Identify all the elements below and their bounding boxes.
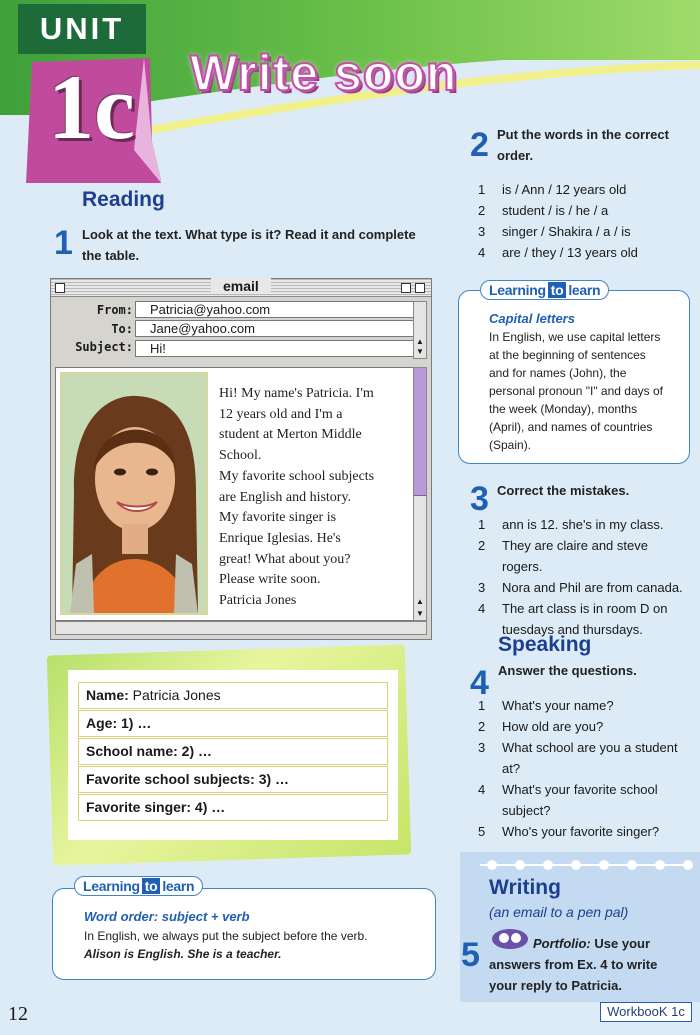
list-item: 2 How old are you?	[478, 719, 604, 734]
page-title: Write soon	[190, 45, 458, 101]
row-value: Patricia Jones	[128, 687, 221, 703]
horizontal-scrollbar[interactable]	[55, 621, 427, 635]
ex5-line: Use your	[594, 936, 651, 951]
arrow-up-icon[interactable]: ▲	[416, 597, 424, 606]
email-title-bar	[51, 279, 431, 297]
exercise-3-list	[478, 514, 692, 640]
email-line: student at Merton Middle	[219, 427, 362, 443]
page-number: 12	[8, 1003, 28, 1025]
list-item: 4 are / they / 13 years old	[478, 245, 638, 260]
to-field[interactable]: Jane@yahoo.com	[135, 320, 425, 337]
exercise-1-number: 1	[54, 224, 73, 262]
subject-label: Subject:	[75, 340, 133, 354]
tip-line: personal pronoun "I" and days of	[489, 384, 663, 398]
portfolio-label: Portfolio:	[533, 936, 591, 951]
exercise-4-list	[478, 695, 692, 842]
subject-field[interactable]: Hi!	[135, 340, 425, 357]
tip-line: In English, we use capital letters	[489, 330, 661, 344]
list-item: 3 singer / Shakira / a / is	[478, 224, 631, 239]
tip-heading: Word order: subject + verb	[84, 909, 250, 924]
from-field[interactable]: Patricia@yahoo.com	[135, 301, 425, 318]
list-item: 3 What school are you a student at?	[478, 740, 678, 776]
decorative-dots	[480, 858, 700, 872]
list-item: 4 The art class is in room D on tuesdays and thursdays.	[478, 601, 668, 637]
learning-to-learn-tag	[480, 280, 609, 300]
tag-word: to	[142, 878, 161, 894]
collapse-box-icon[interactable]	[415, 283, 425, 293]
exercise-4-instruction: Answer the questions.	[498, 663, 637, 678]
list-item: 4 What's your favorite school subject?	[478, 782, 658, 818]
exercise-5-number: 5	[461, 936, 480, 974]
tip-example	[84, 945, 281, 963]
list-item: 2 student / is / he / a	[478, 203, 609, 218]
header-scrollbar[interactable]	[413, 301, 427, 359]
arrow-down-icon[interactable]: ▼	[416, 347, 424, 356]
example-a: Alison is English.	[84, 947, 185, 961]
tip-line: and for names (John), the	[489, 366, 627, 380]
exercise-3-number: 3	[470, 480, 489, 518]
profile-row-subjects: Favorite school subjects: 3) …	[78, 766, 388, 793]
unit-number: 1c	[48, 56, 135, 158]
arrow-up-icon[interactable]: ▲	[416, 337, 424, 346]
email-line: Hi! My name's Patricia. I'm	[219, 386, 374, 401]
list-item: 5 Who's your favorite singer?	[478, 824, 660, 839]
list-item: 1 What's your name?	[478, 698, 614, 713]
tag-word: to	[548, 282, 567, 298]
profile-row-name	[78, 682, 388, 709]
tag-word: Learning	[83, 878, 140, 894]
email-line: Patricia Jones	[219, 593, 297, 609]
email-line: great! What about you?	[219, 551, 351, 567]
speaking-heading: Speaking	[498, 633, 592, 656]
ex5-line: answers from Ex. 4 to write	[489, 957, 658, 972]
exercise-2-list	[478, 179, 693, 263]
exercise-2-number: 2	[470, 126, 489, 164]
reading-heading: Reading	[82, 188, 165, 211]
row-label: Name:	[86, 687, 129, 703]
email-line: School.	[219, 448, 262, 464]
email-body	[55, 367, 417, 621]
tip-line: (April), and names of countries	[489, 420, 653, 434]
list-item: 1 ann is 12. she's in my class.	[478, 517, 664, 532]
to-label: To:	[111, 322, 133, 336]
ex5-line: your reply to Patricia.	[489, 978, 622, 993]
profile-row-school: School name: 2) …	[78, 738, 388, 765]
email-line: Please write soon.	[219, 572, 321, 588]
tip-text	[489, 328, 687, 454]
email-line: 12 years old and I'm a	[219, 406, 343, 422]
email-line: My favorite singer is	[219, 510, 337, 526]
tag-word: Learning	[489, 282, 546, 298]
profile-row-singer: Favorite singer: 4) …	[78, 794, 388, 821]
photo-patricia	[60, 372, 208, 615]
list-item: 3 Nora and Phil are from canada.	[478, 580, 683, 595]
tip-line: (Spain).	[489, 438, 532, 452]
exercise-3-instruction: Correct the mistakes.	[497, 483, 630, 498]
tag-word: learn	[162, 878, 195, 894]
tip-line: at the beginning of sentences	[489, 348, 646, 362]
unit-number-badge	[26, 58, 161, 183]
tag-word: learn	[568, 282, 601, 298]
close-box-icon[interactable]	[55, 283, 65, 293]
list-item: 2 They are claire and steve rogers.	[478, 538, 648, 574]
email-line: My favorite school subjects	[219, 468, 375, 484]
email-window	[50, 278, 432, 640]
email-message	[219, 384, 409, 612]
workbook-reference: WorkbooK 1c	[600, 1002, 692, 1022]
email-line: Enrique Iglesias. He's	[219, 530, 341, 546]
example-b: She is a teacher.	[187, 947, 282, 961]
body-scrollbar[interactable]	[413, 367, 427, 621]
list-item: 1 is / Ann / 12 years old	[478, 182, 627, 197]
writing-heading: Writing	[489, 876, 561, 899]
from-label: From:	[96, 303, 133, 317]
zoom-box-icon[interactable]	[401, 283, 411, 293]
profile-row-age: Age: 1) …	[78, 710, 388, 737]
tip-heading: Capital letters	[489, 311, 575, 326]
unit-label: UNIT	[18, 4, 146, 54]
email-window-title: email	[211, 278, 271, 294]
email-line: are English and history.	[219, 489, 352, 505]
scrollbar-thumb[interactable]	[414, 368, 426, 496]
exercise-5-text	[489, 933, 694, 996]
exercise-4-number: 4	[470, 664, 489, 702]
exercise-1-instruction: Look at the text. What type is it? Read it and complete the table.	[82, 227, 416, 263]
exercise-2-instruction: Put the words in the correct order.	[497, 127, 669, 163]
learning-to-learn-tag	[74, 876, 203, 896]
tip-line: the week (Monday), months	[489, 402, 638, 416]
arrow-down-icon[interactable]: ▼	[416, 609, 424, 618]
writing-subheading: (an email to a pen pal)	[489, 904, 629, 920]
tip-text: In English, we always put the subject before the verb.	[84, 929, 368, 943]
